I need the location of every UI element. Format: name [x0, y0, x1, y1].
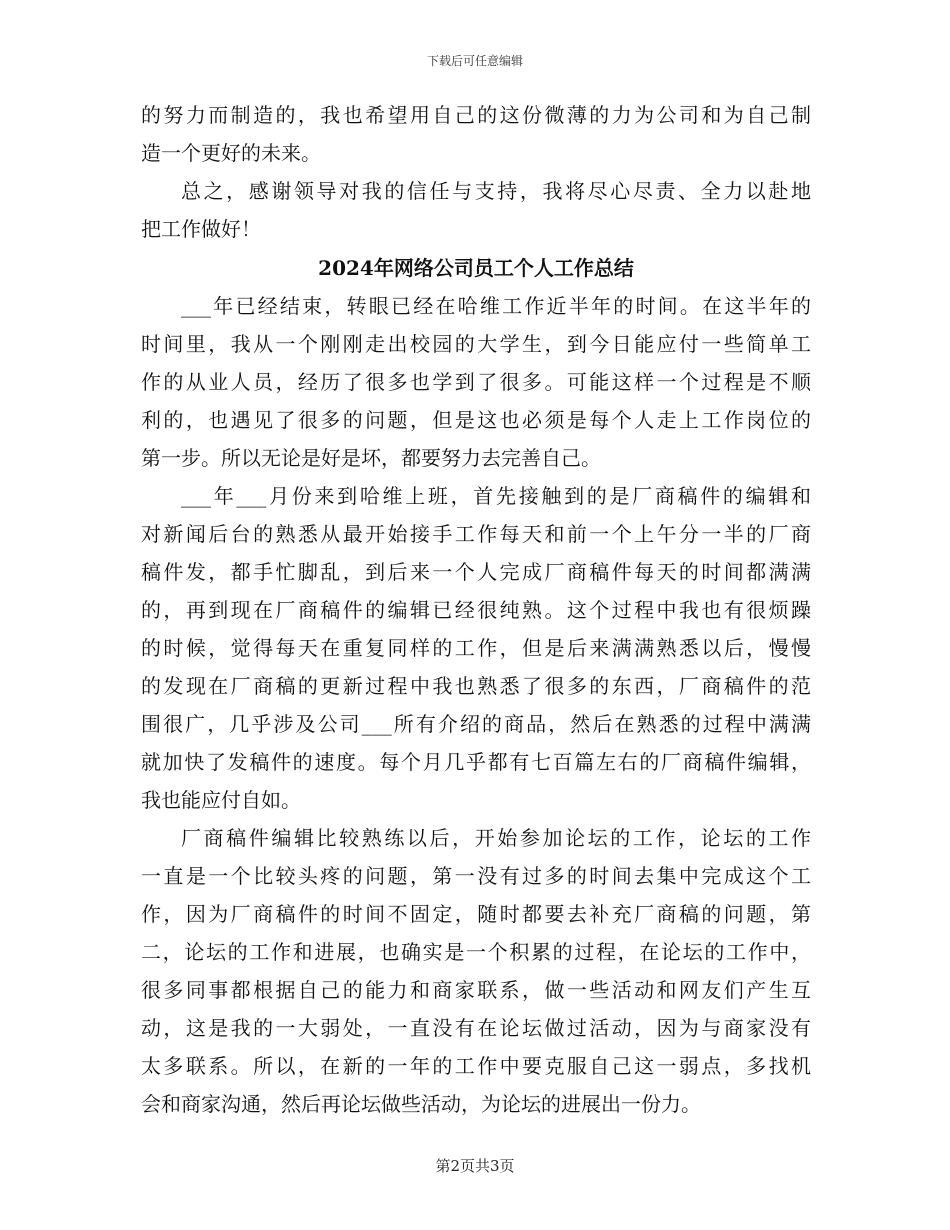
text-line: 二，论坛的工作和进展，也确实是一个积累的过程，在论坛的工作中，: [141, 940, 811, 964]
text-line: 时间里，我从一个刚刚走出校园的大学生，到今日能应付一些简单工: [141, 332, 811, 356]
text-line: 的发现在厂商稿的更新过程中我也熟悉了很多的东西，厂商稿件的范: [141, 674, 811, 698]
text-line: 会和商家沟通，然后再论坛做些活动，为论坛的进展出一份力。: [141, 1092, 701, 1116]
text-line: 总之，感谢领导对我的信任与支持，我将尽心尽责、全力以赴地: [181, 179, 811, 203]
text-line: 厂商稿件编辑比较熟练以后，开始参加论坛的工作，论坛的工作: [181, 826, 811, 850]
text-line: 太多联系。所以，在新的一年的工作中要克服自己这一弱点，多找机: [141, 1054, 811, 1078]
text-line: 把工作做好！: [141, 217, 261, 241]
text-line: 稿件发，都手忙脚乱，到后来一个人完成厂商稿件每天的时间都满满: [141, 560, 811, 584]
text-line: 我也能应付自如。: [141, 788, 301, 812]
text-line: ___年___月份来到哈维上班，首先接触到的是厂商稿件的编辑和: [181, 484, 811, 508]
text-line: 围很广，几乎涉及公司___所有介绍的商品，然后在熟悉的过程中满满: [141, 712, 811, 736]
text-line: 一直是一个比较头疼的问题，第一没有过多的时间去集中完成这个工: [141, 864, 811, 888]
paragraph: [141, 477, 811, 819]
text-line: 很多同事都根据自己的能力和商家联系，做一些活动和网友们产生互: [141, 978, 811, 1002]
article-title: 2024年网络公司员工个人工作总结: [318, 256, 634, 280]
paragraph: [141, 96, 811, 172]
text-line: 的，再到现在厂商稿件的编辑已经很纯熟。这个过程中我也有很烦躁: [141, 598, 811, 622]
text-line: 的努力而制造的，我也希望用自己的这份微薄的力为公司和为自己制: [141, 103, 811, 127]
text-line: 造一个更好的未来。: [141, 141, 321, 165]
text-line: 对新闻后台的熟悉从最开始接手工作每天和前一个上午分一半的厂商: [141, 522, 811, 546]
paragraph: [141, 819, 811, 1123]
paragraph: [141, 287, 811, 477]
paragraph: [141, 172, 811, 248]
page-header-note: 下载后可任意编辑: [426, 54, 523, 68]
document-body: [141, 96, 811, 1123]
text-line: ___年已经结束，转眼已经在哈维工作近半年的时间。在这半年的: [181, 294, 811, 318]
text-line: 利的，也遇见了很多的问题，但是这也必须是每个人走上工作岗位的: [141, 408, 811, 432]
text-line: 作的从业人员，经历了很多也学到了很多。可能这样一个过程是不顺: [141, 370, 811, 394]
text-line: 作，因为厂商稿件的时间不固定，随时都要去补充厂商稿的问题，第: [141, 902, 811, 926]
page-number: 第2页共3页: [435, 1157, 515, 1175]
text-line: 的时候，觉得每天在重复同样的工作，但是后来满满熟悉以后，慢慢: [141, 636, 811, 660]
text-line: 就加快了发稿件的速度。每个月几乎都有七百篇左右的厂商稿件编辑，: [141, 750, 811, 774]
text-line: 动，这是我的一大弱处，一直没有在论坛做过活动，因为与商家没有: [141, 1016, 811, 1040]
text-line: 第一步。所以无论是好是坏，都要努力去完善自己。: [141, 446, 601, 470]
